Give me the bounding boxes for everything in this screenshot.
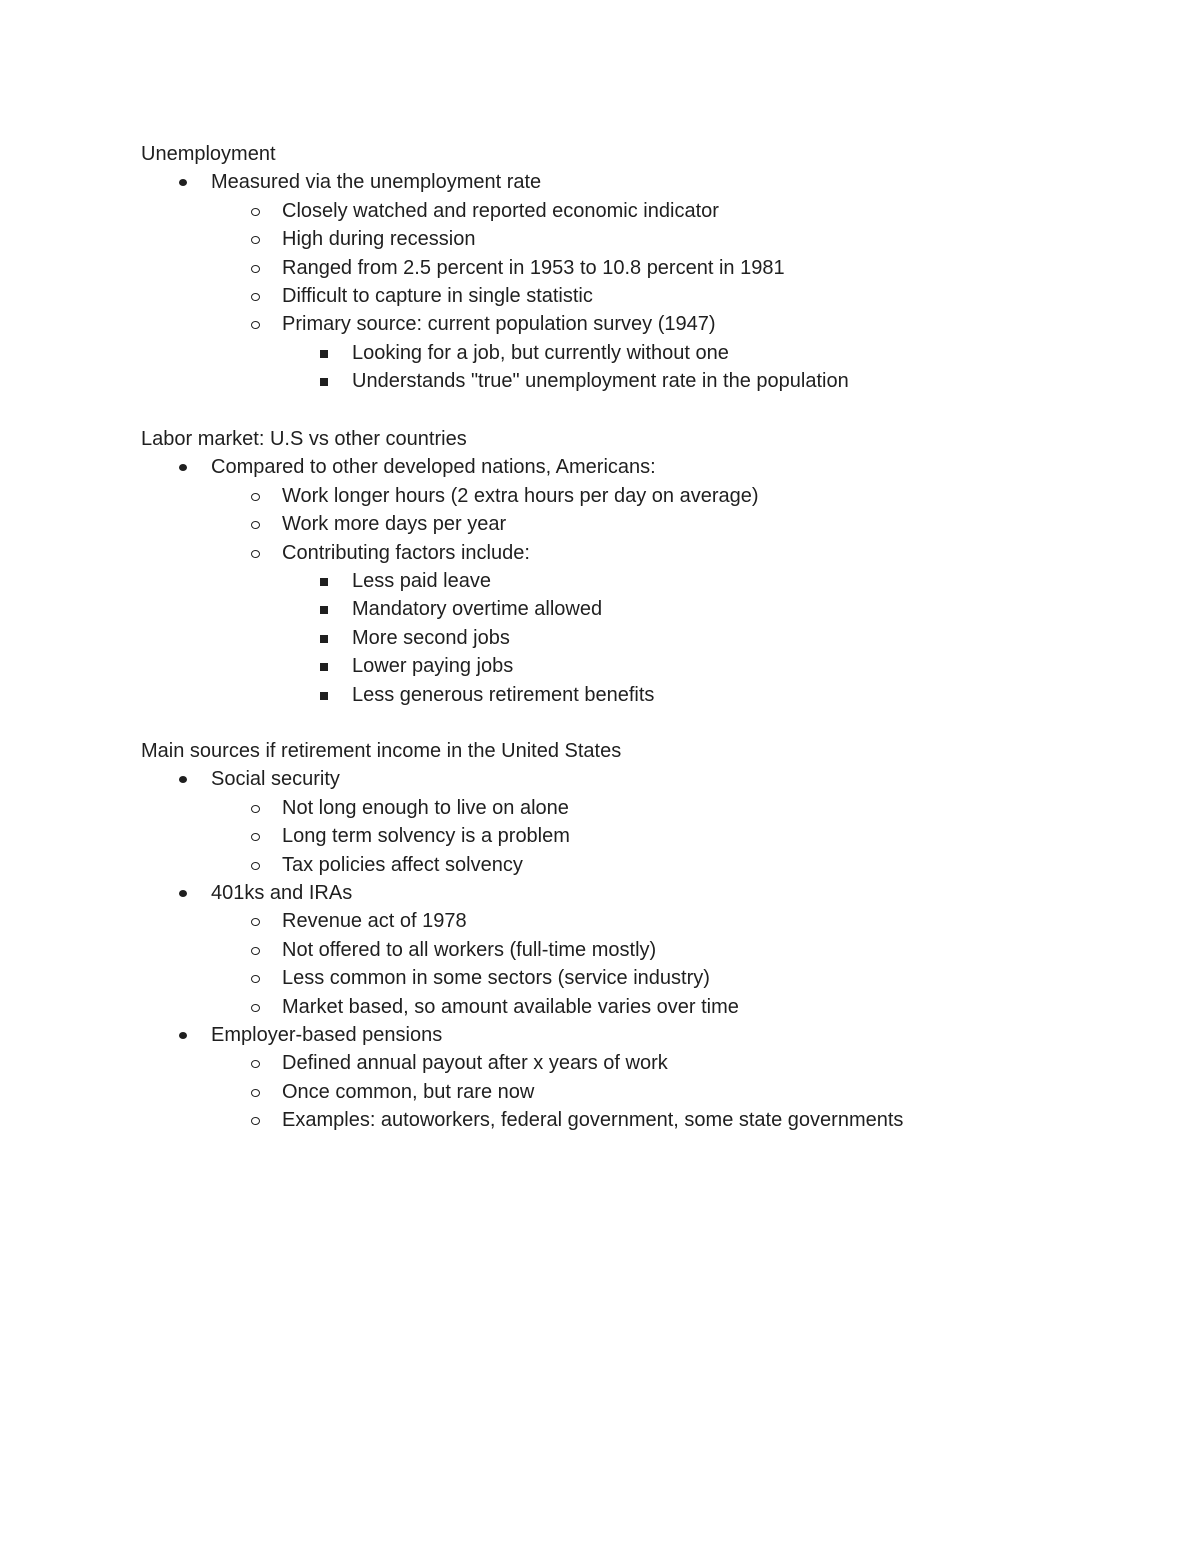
list-item	[211, 765, 340, 793]
hollow-bullet-icon	[251, 1117, 260, 1125]
list-item	[282, 254, 785, 282]
list-item-text: Contributing factors include:	[282, 541, 530, 564]
list-item	[282, 1106, 903, 1134]
list-item-text: Revenue act of 1978	[282, 910, 467, 933]
list-item	[211, 879, 352, 907]
list-item	[211, 453, 656, 481]
hollow-bullet-icon	[251, 862, 260, 870]
square-bullet-icon	[320, 692, 328, 700]
list-item-text: Long term solvency is a problem	[282, 825, 570, 848]
hollow-bullet-icon	[251, 975, 260, 983]
list-item	[282, 936, 656, 964]
hollow-bullet-icon	[251, 493, 260, 501]
list-item	[282, 822, 570, 850]
section-heading: Main sources if retirement income in the United States	[141, 740, 622, 762]
list-item	[282, 197, 719, 225]
list-item-text: Defined annual payout after x years of work	[282, 1052, 668, 1075]
list-item	[352, 339, 729, 367]
hollow-bullet-icon	[251, 918, 260, 926]
filled-bullet-icon	[179, 179, 187, 186]
hollow-bullet-icon	[251, 321, 260, 329]
list-item-text: High during recession	[282, 228, 476, 251]
list-item-text: Examples: autoworkers, federal government, some state governments	[282, 1109, 904, 1132]
list-item	[352, 595, 602, 623]
list-item-text: Ranged from 2.5 percent in 1953 to 10.8 percent in 1981	[282, 256, 785, 279]
filled-bullet-icon	[179, 776, 187, 783]
list-item-text: Less generous retirement benefits	[352, 683, 655, 706]
square-bullet-icon	[320, 350, 328, 358]
list-item-text: Difficult to capture in single statistic	[282, 285, 593, 307]
list-item	[282, 993, 739, 1021]
list-item	[282, 1049, 668, 1077]
list-item	[352, 367, 849, 395]
square-bullet-icon	[320, 378, 328, 386]
hollow-bullet-icon	[251, 521, 260, 529]
hollow-bullet-icon	[251, 947, 260, 955]
list-item-text: Market based, so amount available varies over time	[282, 995, 739, 1018]
square-bullet-icon	[320, 635, 328, 643]
list-item	[211, 1021, 442, 1049]
list-item-text: Closely watched and reported economic indicator	[282, 199, 719, 222]
list-item-text: Not long enough to live on alone	[282, 796, 569, 819]
square-bullet-icon	[320, 578, 328, 586]
hollow-bullet-icon	[251, 265, 260, 273]
hollow-bullet-icon	[251, 550, 260, 558]
square-bullet-icon	[320, 663, 328, 671]
list-item-text: Not offered to all workers (full-time mostly)	[282, 938, 657, 961]
list-item	[282, 964, 710, 992]
filled-bullet-icon	[179, 464, 187, 471]
list-item-text: Lower paying jobs	[352, 655, 514, 678]
list-item	[352, 624, 510, 652]
list-item-text: Primary source: current population survey (1947)	[282, 313, 716, 336]
list-item	[282, 907, 467, 935]
hollow-bullet-icon	[251, 833, 260, 841]
list-item	[282, 482, 759, 510]
hollow-bullet-icon	[251, 1060, 260, 1068]
list-item-text: Work longer hours (2 extra hours per day on average)	[282, 484, 759, 507]
list-item	[211, 168, 541, 196]
list-item-text: 401ks and IRAs	[211, 882, 353, 904]
list-item	[282, 794, 569, 822]
list-item	[282, 539, 530, 567]
section-heading: Unemployment	[141, 143, 276, 165]
list-item	[282, 510, 506, 538]
hollow-bullet-icon	[251, 293, 260, 301]
list-item	[282, 1078, 534, 1106]
filled-bullet-icon	[179, 890, 187, 897]
list-item	[282, 310, 716, 338]
list-item	[352, 567, 491, 595]
hollow-bullet-icon	[251, 236, 260, 244]
list-item-text: Tax policies affect solvency	[282, 853, 523, 876]
list-item	[352, 681, 654, 709]
list-item-text: More second jobs	[352, 626, 510, 649]
list-item	[282, 851, 523, 879]
list-item-text: Social security	[211, 768, 340, 791]
hollow-bullet-icon	[251, 1089, 260, 1097]
hollow-bullet-icon	[251, 208, 260, 216]
list-item-text: Understands "true" unemployment rate in the population	[352, 370, 849, 393]
list-item-text: Mandatory overtime allowed	[352, 598, 603, 621]
section-heading: Labor market: U.S vs other countries	[141, 428, 467, 450]
hollow-bullet-icon	[251, 1004, 260, 1012]
list-item-text: Compared to other developed nations, Americans:	[211, 456, 656, 479]
list-item-text: Measured via the unemployment rate	[211, 171, 542, 194]
hollow-bullet-icon	[251, 805, 260, 813]
list-item-text: Once common, but rare now	[282, 1080, 535, 1103]
list-item-text: Less common in some sectors (service industry)	[282, 967, 710, 990]
list-item	[282, 225, 475, 253]
list-item	[352, 652, 513, 680]
filled-bullet-icon	[179, 1032, 187, 1039]
square-bullet-icon	[320, 606, 328, 614]
list-item-text: Employer-based pensions	[211, 1024, 443, 1046]
list-item-text: Looking for a job, but currently without one	[352, 341, 729, 364]
list-item-text: Less paid leave	[352, 570, 491, 592]
list-item	[282, 282, 593, 310]
list-item-text: Work more days per year	[282, 513, 507, 536]
